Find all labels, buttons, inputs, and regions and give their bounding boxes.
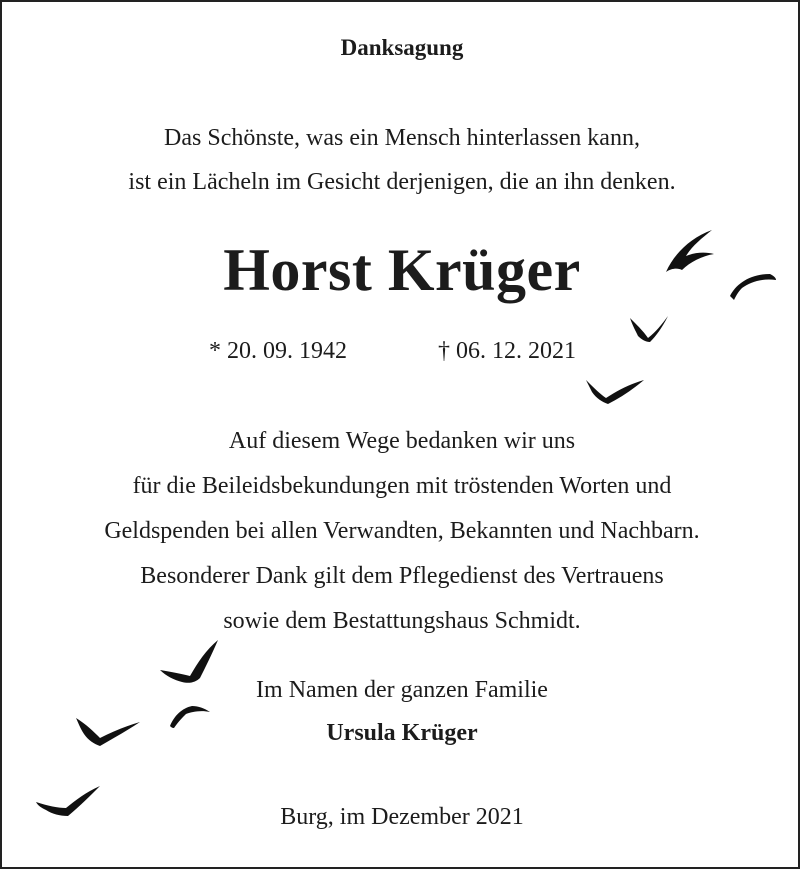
thanks-line: Auf diesem Wege bedanken wir uns [228, 428, 576, 454]
bird-icon [730, 274, 776, 300]
bird-icon [160, 640, 218, 683]
bird-icon [586, 380, 644, 404]
bird-icon [170, 706, 210, 728]
quote-line: Das Schönste, was ein Mensch hinterlassen kann, [164, 125, 640, 151]
bird-icon [666, 230, 714, 272]
thanks-line: für die Beileidsbekundungen mit tröstenden Worten und [132, 473, 672, 499]
bird-icon [76, 718, 140, 746]
bird-icon [630, 316, 668, 342]
signer-name: Ursula Krüger [326, 720, 478, 746]
quote-line: ist ein Lächeln im Gesicht derjenigen, die an ihn denken. [128, 169, 676, 195]
bird-icon [36, 786, 100, 816]
deceased-name: Horst Krüger [223, 237, 581, 303]
birth-date: * 20. 09. 1942 [209, 338, 347, 364]
thanks-line: Geldspenden bei allen Verwandten, Bekannten und Nachbarn. [104, 518, 700, 544]
place-date: Burg, im Dezember 2021 [280, 804, 524, 830]
death-date: † 06. 12. 2021 [438, 338, 576, 364]
thanks-line: Besonderer Dank gilt dem Pflegedienst des Vertrauens [140, 563, 664, 589]
notice-heading: Danksagung [340, 35, 464, 60]
flying-birds-icon [2, 2, 800, 871]
family-intro: Im Namen der ganzen Familie [256, 677, 548, 703]
thanks-line: sowie dem Bestattungshaus Schmidt. [223, 608, 581, 634]
